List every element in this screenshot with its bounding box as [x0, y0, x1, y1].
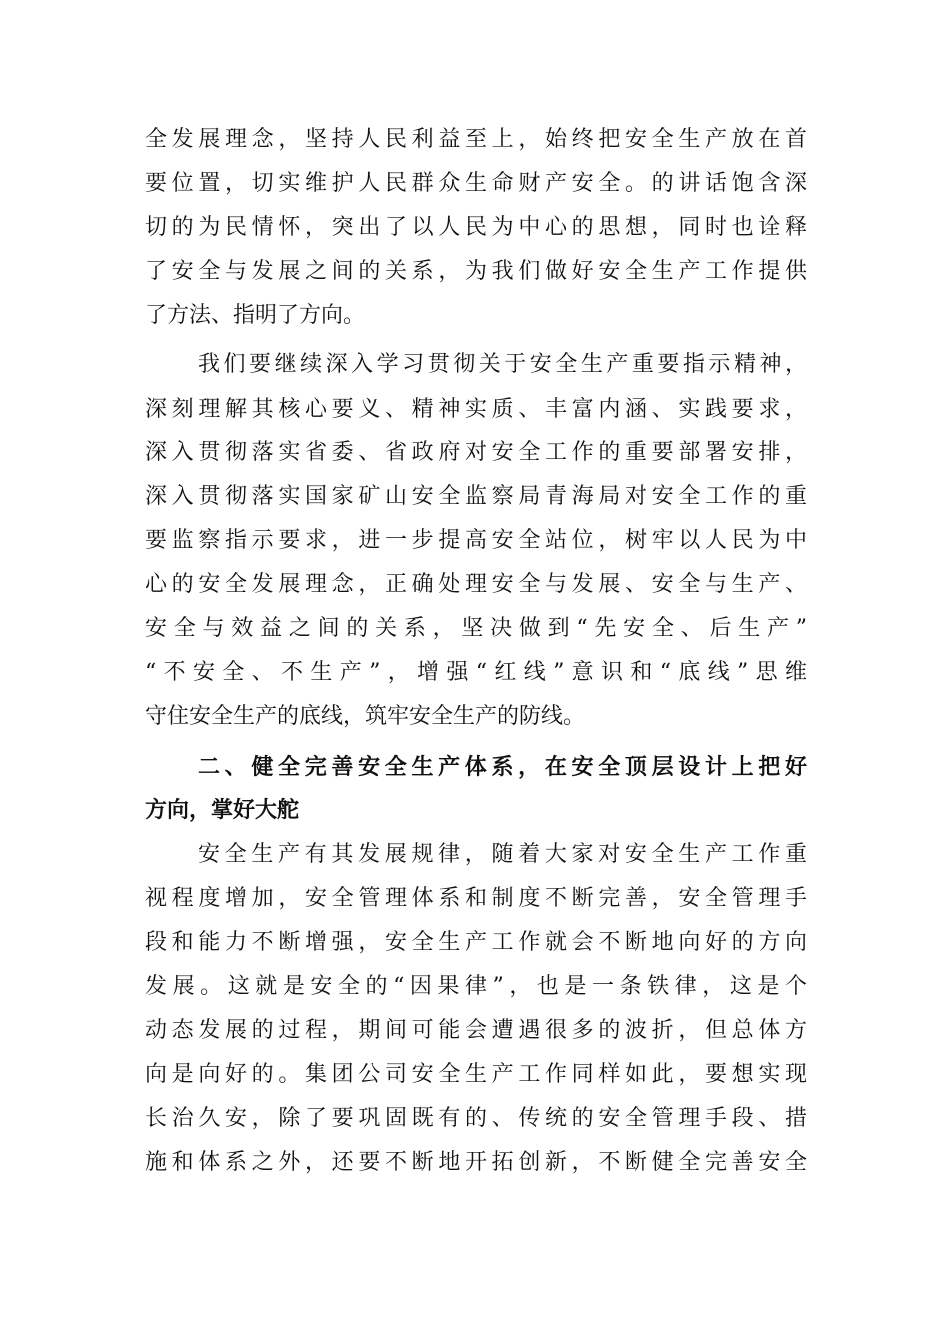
- text-line: “不安全、不生产”，增强“红线”意识和“底线”思维: [145, 660, 807, 685]
- text-line: 了安全与发展之间的关系，为我们做好安全生产工作提供: [145, 259, 807, 284]
- text-line: 动态发展的过程，期间可能会遭遇很多的波折，但总体方: [145, 1018, 807, 1043]
- text-line: 心的安全发展理念，正确处理安全与发展、安全与生产、: [145, 572, 807, 597]
- text-line: 要位置，切实维护人民群众生命财产安全。的讲话饱含深: [145, 171, 807, 196]
- text-line: 长治久安，除了要巩固既有的、传统的安全管理手段、措: [145, 1106, 807, 1131]
- text-line: 深入贯彻落实国家矿山安全监察局青海局对安全工作的重: [145, 484, 807, 509]
- text-line: 我们要继续深入学习贯彻关于安全生产重要指示精神，: [198, 352, 807, 377]
- text-line: 施和体系之外，还要不断地开拓创新，不断健全完善安全: [145, 1150, 807, 1175]
- text-line: 要监察指示要求，进一步提高安全站位，树牢以人民为中: [145, 528, 807, 553]
- text-line: 了方法、指明了方向。: [145, 303, 366, 328]
- text-line: 切的为民情怀，突出了以人民为中心的思想，同时也诠释: [145, 215, 807, 240]
- text-line: 深刻理解其核心要义、精神实质、丰富内涵、实践要求，: [145, 397, 807, 422]
- text-line: 全发展理念，坚持人民利益至上，始终把安全生产放在首: [145, 127, 807, 152]
- section-heading-line: 二、健全完善安全生产体系，在安全顶层设计上把好: [198, 754, 807, 780]
- text-line: 视程度增加，安全管理体系和制度不断完善，安全管理手: [145, 886, 807, 911]
- text-line: 发展。这就是安全的“因果律”，也是一条铁律，这是个: [145, 974, 807, 999]
- text-line: 守住安全生产的底线，筑牢安全生产的防线。: [145, 704, 586, 729]
- text-line: 安全生产有其发展规律，随着大家对安全生产工作重: [198, 842, 807, 867]
- text-line: 安全与效益之间的关系，坚决做到“先安全、后生产”: [145, 616, 807, 641]
- text-line: 段和能力不断增强，安全生产工作就会不断地向好的方向: [145, 930, 807, 955]
- text-line: 向是向好的。集团公司安全生产工作同样如此，要想实现: [145, 1062, 807, 1087]
- text-line: 深入贯彻落实省委、省政府对安全工作的重要部署安排，: [145, 440, 807, 465]
- section-heading-line: 方向，掌好大舵: [145, 797, 300, 823]
